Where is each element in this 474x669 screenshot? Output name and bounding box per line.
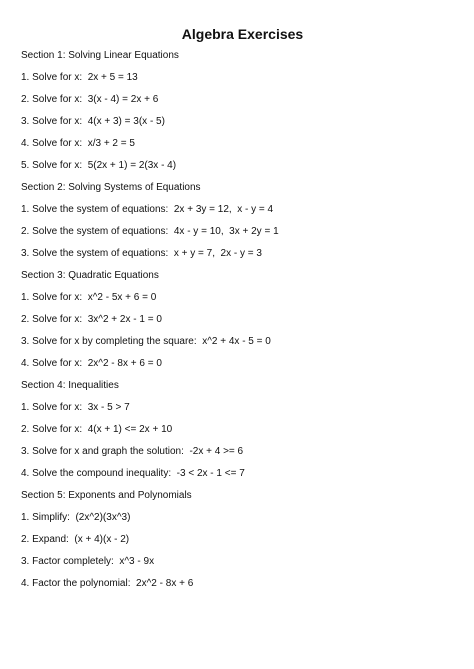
- exercise-item: 1. Solve the system of equations: 2x + 3y = 12, x - y = 4: [21, 204, 274, 215]
- section-5: [21, 490, 454, 590]
- exercise-item: 2. Solve for x: 3x^2 + 2x - 1 = 0: [21, 314, 162, 325]
- exercise-item: 3. Solve for x by completing the square: x^2 + 4x - 5 = 0: [21, 336, 271, 347]
- exercise-item: 3. Factor completely: x^3 - 9x: [21, 556, 155, 567]
- exercise-item: 4. Solve for x: x/3 + 2 = 5: [21, 138, 135, 149]
- section-2: [21, 182, 454, 260]
- exercise-item: 3. Solve for x and graph the solution: -2x + 4 >= 6: [21, 446, 244, 457]
- exercise-item: 2. Solve the system of equations: 4x - y = 10, 3x + 2y = 1: [21, 226, 279, 237]
- exercise-item: 3. Solve for x: 4(x + 3) = 3(x - 5): [21, 116, 165, 127]
- exercise-item: 4. Factor the polynomial: 2x^2 - 8x + 6: [21, 578, 194, 589]
- exercise-item: 5. Solve for x: 5(2x + 1) = 2(3x - 4): [21, 160, 177, 171]
- exercise-content: [21, 50, 454, 590]
- exercise-item: 2. Solve for x: 4(x + 1) <= 2x + 10: [21, 424, 173, 435]
- exercise-item: 4. Solve the compound inequality: -3 < 2x - 1 <= 7: [21, 468, 245, 479]
- exercise-item: 1. Simplify: (2x^2)(3x^3): [21, 512, 131, 523]
- section-heading: Section 1: Solving Linear Equations: [21, 50, 179, 61]
- exercise-item: 4. Solve for x: 2x^2 - 8x + 6 = 0: [21, 358, 162, 369]
- exercise-item: 1. Solve for x: 2x + 5 = 13: [21, 72, 138, 83]
- section-heading: Section 5: Exponents and Polynomials: [21, 490, 192, 501]
- page-title: Algebra Exercises: [181, 26, 304, 42]
- exercise-item: 2. Solve for x: 3(x - 4) = 2x + 6: [21, 94, 159, 105]
- section-heading: Section 3: Quadratic Equations: [21, 270, 159, 281]
- section-heading: Section 4: Inequalities: [21, 380, 119, 391]
- exercise-item: 1. Solve for x: 3x - 5 > 7: [21, 402, 130, 413]
- section-heading: Section 2: Solving Systems of Equations: [21, 182, 201, 193]
- exercise-item: 1. Solve for x: x^2 - 5x + 6 = 0: [21, 292, 157, 303]
- exercise-item: 2. Expand: (x + 4)(x - 2): [21, 534, 130, 545]
- section-4: [21, 380, 454, 480]
- section-1: [21, 50, 454, 172]
- exercise-item: 3. Solve the system of equations: x + y = 7, 2x - y = 3: [21, 248, 262, 259]
- section-3: [21, 270, 454, 370]
